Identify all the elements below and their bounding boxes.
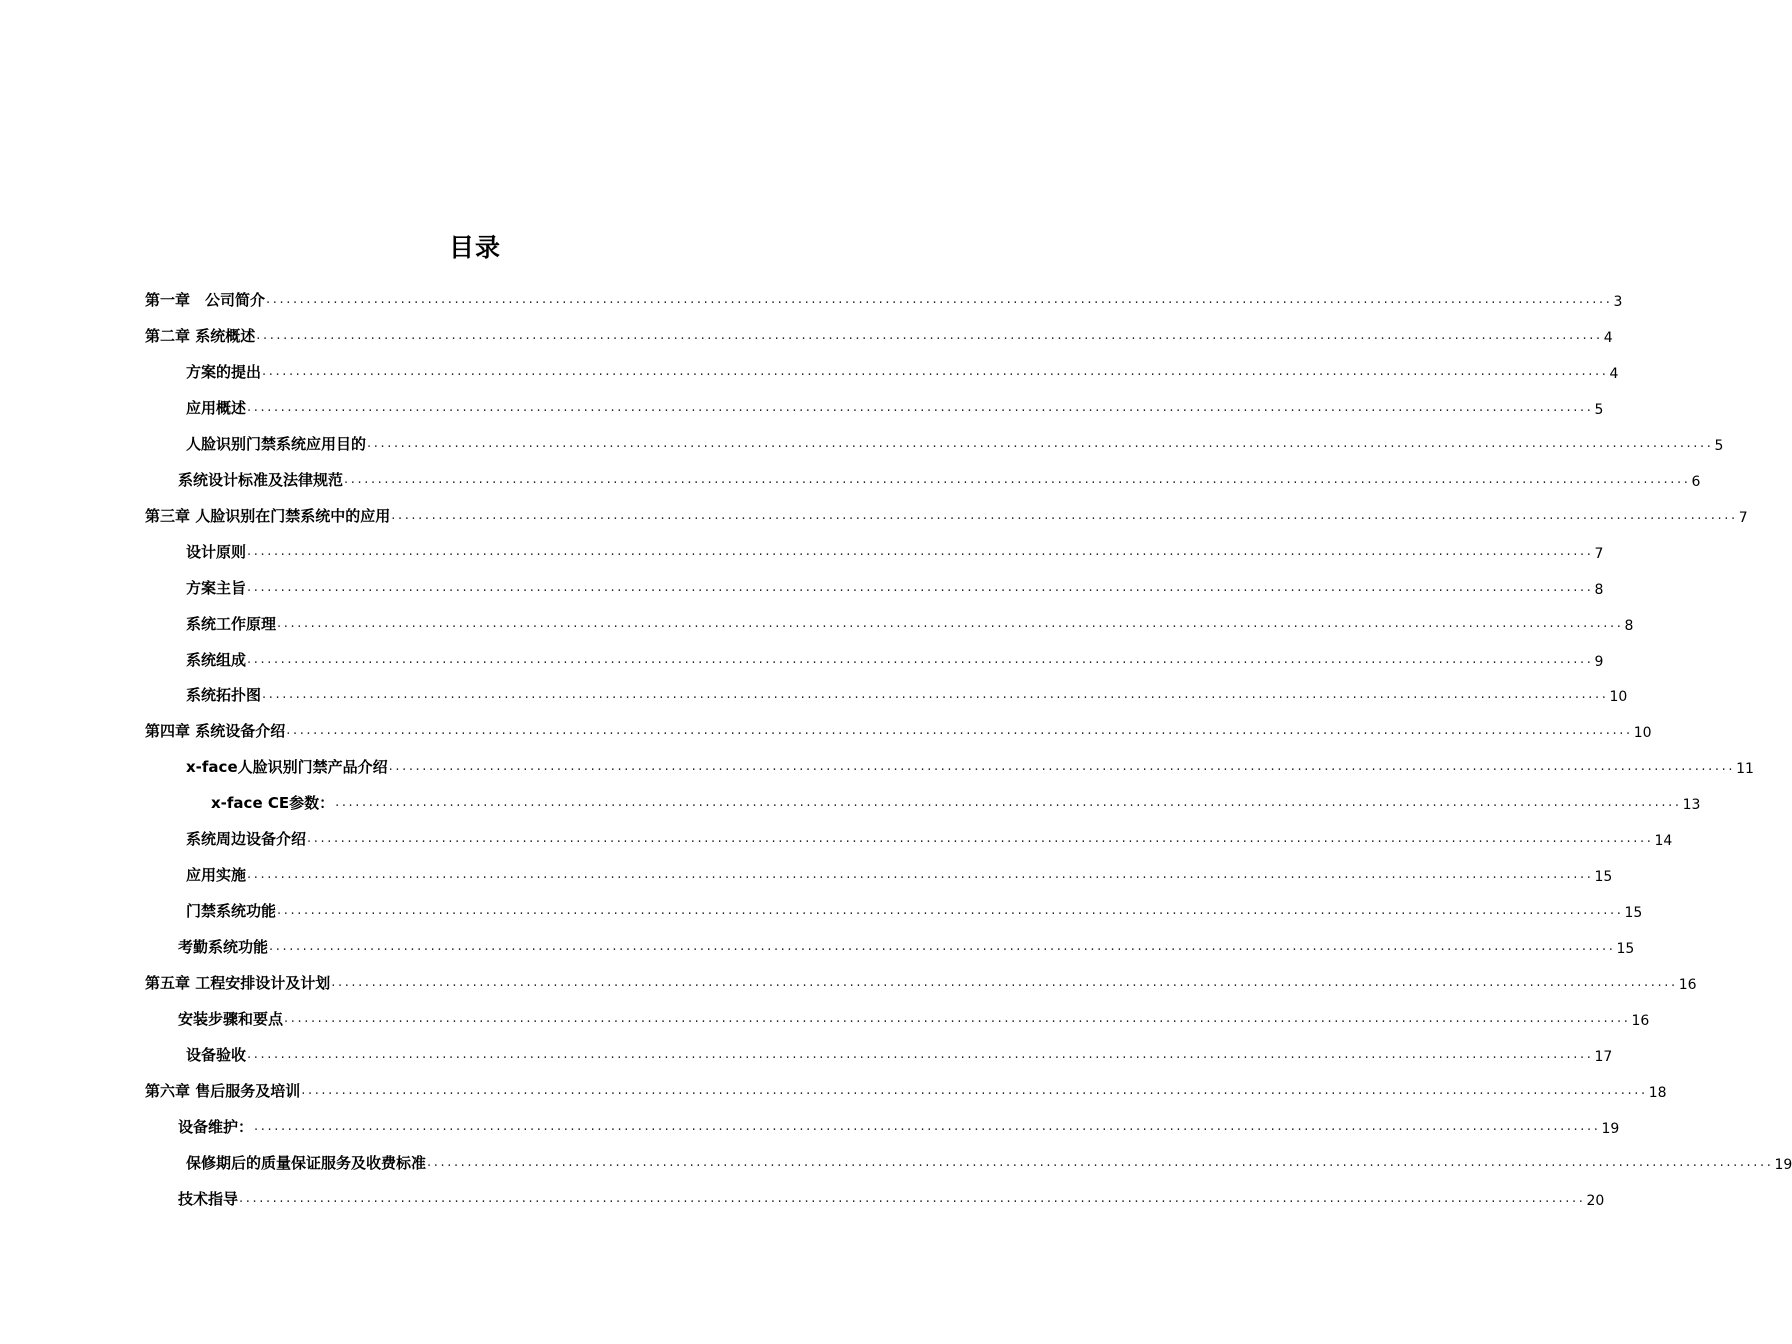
toc-entry-page-number: 9	[1594, 653, 1604, 670]
toc-leader-dots: ........................................................................................................................................................................................................	[247, 543, 1594, 559]
toc-entry-page-number: 10	[1609, 689, 1628, 706]
toc-entry-page-number: 14	[1654, 833, 1673, 850]
toc-entry[interactable]	[186, 572, 1604, 598]
toc-entry-label: 方案的提出	[186, 362, 262, 381]
toc-entry-page-number: 4	[1609, 365, 1619, 382]
toc-leader-dots: ........................................................................................................................................................................................................	[256, 327, 1603, 343]
toc-entry-label: 第四章 系统设备介绍	[145, 722, 286, 741]
toc-leader-dots: ........................................................................................................................................................................................................	[301, 1082, 1648, 1098]
toc-entry-page-number: 8	[1594, 581, 1604, 598]
toc-entry-page-number: 15	[1624, 905, 1643, 922]
toc-entry-page-number: 19	[1601, 1120, 1620, 1137]
toc-entry[interactable]	[186, 356, 1619, 382]
toc-entry-label: 人脸识别门禁系统应用目的	[186, 434, 367, 453]
toc-entry[interactable]	[178, 1111, 1620, 1137]
toc-leader-dots: ........................................................................................................................................................................................................	[284, 1011, 1631, 1026]
toc-entry[interactable]	[178, 464, 1701, 490]
toc-entry-page-number: 18	[1648, 1084, 1667, 1101]
toc-entry[interactable]	[145, 320, 1613, 346]
toc-entry-page-number: 6	[1691, 473, 1701, 490]
toc-entry-label: 应用实施	[186, 866, 247, 885]
toc-leader-dots: ........................................................................................................................................................................................................	[266, 292, 1613, 307]
toc-entry-page-number: 7	[1594, 545, 1604, 562]
toc-entry-label: 设备维护：	[178, 1117, 254, 1136]
toc-leader-dots: ........................................................................................................................................................................................................	[307, 831, 1654, 847]
toc-entry-label: 安装步骤和要点	[178, 1010, 284, 1028]
toc-entry-label: 门禁系统功能	[186, 902, 277, 921]
toc-entry-page-number: 4	[1603, 329, 1613, 346]
toc-entry-label: 第二章 系统概述	[145, 326, 256, 345]
toc-entry-label: x-face CE参数：	[211, 794, 335, 813]
toc-entry[interactable]	[178, 1003, 1650, 1029]
toc-entry[interactable]	[145, 284, 1623, 310]
toc-leader-dots: ........................................................................................................................................................................................................	[367, 435, 1714, 451]
toc-entry-page-number: 15	[1616, 941, 1635, 958]
toc-leader-dots: ........................................................................................................................................................................................................	[247, 579, 1594, 595]
toc-entry-label: 系统周边设备介绍	[186, 830, 307, 849]
toc-leader-dots: ........................................................................................................................................................................................................	[254, 1118, 1601, 1134]
toc-leader-dots: ........................................................................................................................................................................................................	[247, 399, 1594, 415]
toc-entry-page-number: 13	[1682, 797, 1701, 814]
toc-entry[interactable]	[145, 967, 1697, 994]
toc-entry-label: x-face人脸识别门禁产品介绍	[186, 758, 388, 777]
toc-entry-page-number: 8	[1624, 617, 1634, 634]
toc-entry[interactable]	[178, 1183, 1605, 1209]
toc-entry[interactable]	[186, 428, 1724, 454]
toc-entry-page-number: 16	[1631, 1013, 1650, 1029]
toc-leader-dots: ........................................................................................................................................................................................................	[247, 1046, 1594, 1062]
toc-entry-page-number: 5	[1594, 401, 1604, 418]
toc-leader-dots: ........................................................................................................................................................................................................	[331, 975, 1678, 991]
toc-entry-label: 考勤系统功能	[178, 938, 269, 957]
toc-leader-dots: ........................................................................................................................................................................................................	[286, 723, 1633, 739]
toc-entry[interactable]	[186, 392, 1604, 418]
toc-entry-label: 第三章 人脸识别在门禁系统中的应用	[145, 506, 391, 525]
toc-entry-page-number: 15	[1594, 869, 1613, 886]
toc-entry[interactable]	[186, 608, 1634, 634]
toc-entry-label: 技术指导	[178, 1189, 239, 1208]
toc-entry-label: 保修期后的质量保证服务及收费标准	[186, 1153, 427, 1172]
toc-entry-page-number: 10	[1633, 725, 1652, 742]
toc-entry-label: 系统设计标准及法律规范	[178, 470, 344, 489]
toc-leader-dots: ........................................................................................................................................................................................................	[269, 939, 1616, 955]
toc-leader-dots: ........................................................................................................................................................................................................	[344, 471, 1691, 487]
toc-entry-label: 系统拓扑图	[186, 686, 262, 705]
toc-entry[interactable]	[186, 679, 1628, 706]
toc-entry-label: 应用概述	[186, 398, 247, 417]
toc-leader-dots: ........................................................................................................................................................................................................	[247, 651, 1594, 667]
toc-leader-dots: ........................................................................................................................................................................................................	[388, 759, 1736, 775]
toc-leader-dots: ........................................................................................................................................................................................................	[277, 615, 1624, 631]
toc-entry-page-number: 7	[1738, 509, 1748, 526]
toc-entry[interactable]	[186, 1039, 1613, 1065]
toc-entry-page-number: 16	[1678, 977, 1697, 994]
toc-entry-label: 第一章 公司简介	[145, 291, 266, 309]
toc-entry[interactable]	[145, 1075, 1667, 1101]
toc-entry-label: 设计原则	[186, 542, 247, 561]
toc-entry[interactable]	[186, 1147, 1792, 1173]
toc-leader-dots: ........................................................................................................................................................................................................	[262, 687, 1609, 703]
toc-entry[interactable]	[186, 859, 1613, 886]
toc-entry-page-number: 20	[1586, 1192, 1605, 1209]
toc-entry-label: 方案主旨	[186, 578, 247, 597]
toc-entry[interactable]	[186, 751, 1754, 778]
toc-leader-dots: ........................................................................................................................................................................................................	[247, 867, 1594, 883]
toc-entry[interactable]	[186, 536, 1604, 562]
toc-entry-page-number: 19	[1774, 1156, 1792, 1173]
toc-entry-page-number: 3	[1613, 294, 1623, 310]
toc-entry-label: 设备验收	[186, 1045, 247, 1064]
toc-entry[interactable]	[211, 787, 1701, 814]
toc-entry[interactable]	[186, 895, 1643, 922]
toc-entry[interactable]	[145, 500, 1748, 526]
toc-leader-dots: ........................................................................................................................................................................................................	[427, 1154, 1774, 1170]
toc-leader-dots: ........................................................................................................................................................................................................	[277, 903, 1624, 919]
toc-entry-label: 系统组成	[186, 650, 247, 669]
toc-leader-dots: ........................................................................................................................................................................................................	[391, 507, 1738, 523]
toc-entry[interactable]	[178, 931, 1635, 958]
toc-entry-label: 系统工作原理	[186, 614, 277, 633]
toc-entry-label: 第五章 工程安排设计及计划	[145, 974, 331, 993]
toc-leader-dots: ........................................................................................................................................................................................................	[335, 795, 1682, 811]
toc-entry[interactable]	[186, 823, 1673, 850]
toc-leader-dots: ........................................................................................................................................................................................................	[262, 363, 1609, 379]
toc-leader-dots: ........................................................................................................................................................................................................	[239, 1190, 1586, 1206]
page-title: 目录	[448, 233, 501, 262]
toc-entry-label: 第六章 售后服务及培训	[145, 1081, 301, 1100]
toc-entry-page-number: 11	[1736, 761, 1754, 778]
toc-entry-page-number: 17	[1594, 1048, 1613, 1065]
toc-entry[interactable]	[145, 715, 1652, 742]
toc-entry-page-number: 5	[1714, 437, 1724, 454]
toc-entry[interactable]	[186, 644, 1604, 670]
